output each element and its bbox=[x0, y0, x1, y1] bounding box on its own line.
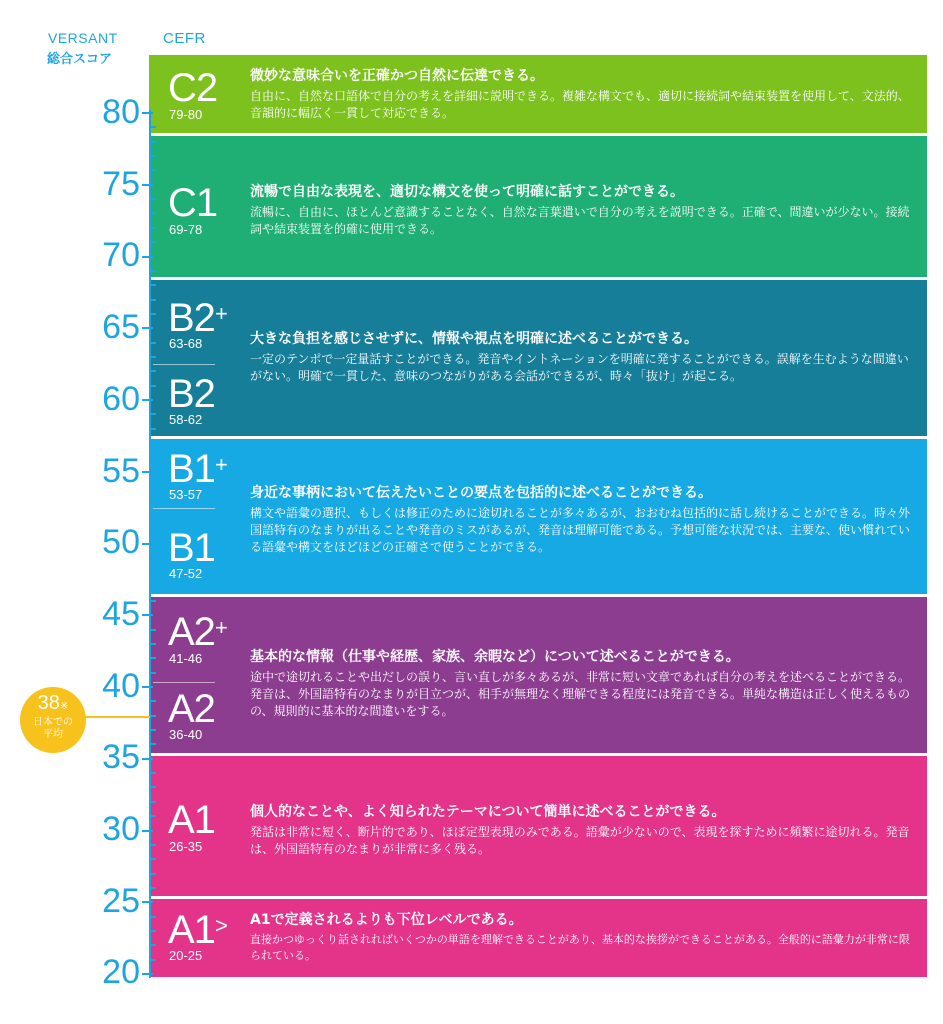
score-label-45: 45 bbox=[102, 595, 140, 633]
desc-title: 微妙な意味合いを正確かつ自然に伝達できる。 bbox=[250, 68, 544, 84]
desc-title: 基本的な情報（仕事や経歴、家族、余暇など）について述べることができる。 bbox=[250, 649, 740, 665]
score-label-25: 25 bbox=[102, 882, 140, 920]
axis-tick bbox=[149, 672, 156, 674]
axis-tick bbox=[149, 227, 156, 229]
desc-a1 bbox=[250, 803, 910, 858]
range-a2-plus: 41-46 bbox=[169, 651, 203, 666]
total-score-label: 総合スコア bbox=[47, 52, 113, 67]
axis-tick bbox=[149, 270, 156, 272]
axis-tick bbox=[149, 600, 156, 602]
axis-tick bbox=[149, 313, 156, 315]
level-a1-below: A1> bbox=[168, 908, 228, 952]
level-b2: B2 bbox=[168, 372, 215, 416]
range-c2: 79-80 bbox=[169, 107, 203, 122]
versant-label: VERSANT bbox=[48, 30, 118, 46]
axis-tick bbox=[149, 356, 156, 358]
axis-tick bbox=[149, 930, 156, 932]
axis-tick bbox=[149, 887, 156, 889]
average-value bbox=[20, 693, 86, 717]
axis-tick bbox=[149, 959, 156, 961]
plus-mark: + bbox=[214, 452, 228, 477]
axis-tick bbox=[149, 155, 156, 157]
axis-tick bbox=[149, 844, 156, 846]
axis-tick bbox=[149, 212, 156, 214]
desc-title: A1で定義されるよりも下位レベルである。 bbox=[250, 912, 523, 928]
plus-mark: + bbox=[214, 615, 228, 640]
desc-c1 bbox=[250, 183, 910, 238]
axis-tick bbox=[149, 715, 156, 717]
axis-tick bbox=[142, 973, 153, 975]
axis-tick bbox=[149, 528, 156, 530]
plus-mark: + bbox=[214, 301, 228, 326]
range-b1-plus: 53-57 bbox=[169, 487, 203, 502]
axis-tick bbox=[149, 801, 156, 803]
b1-divider bbox=[153, 508, 215, 509]
axis-tick bbox=[149, 873, 156, 875]
level-b1: B1 bbox=[168, 526, 215, 570]
axis-tick bbox=[149, 284, 156, 286]
axis-tick bbox=[149, 657, 156, 659]
range-b1: 47-52 bbox=[169, 566, 203, 581]
axis-tick bbox=[149, 198, 156, 200]
axis-tick bbox=[149, 342, 156, 344]
score-label-20: 20 bbox=[102, 953, 140, 991]
axis-tick bbox=[149, 629, 156, 631]
desc-b1 bbox=[250, 484, 910, 556]
below-mark: > bbox=[214, 913, 228, 938]
axis-tick bbox=[149, 299, 156, 301]
desc-title: 身近な事柄において伝えたいことの要点を包括的に述べることができる。 bbox=[250, 485, 712, 501]
score-label-30: 30 bbox=[102, 810, 140, 848]
axis-tick bbox=[149, 916, 156, 918]
axis-tick bbox=[149, 442, 156, 444]
range-a1-below: 20-25 bbox=[169, 948, 203, 963]
axis-tick bbox=[142, 471, 153, 473]
axis-tick bbox=[149, 385, 156, 387]
axis-tick bbox=[149, 858, 156, 860]
desc-c2 bbox=[250, 67, 910, 122]
level-c2: C2 bbox=[168, 66, 218, 110]
desc-title: 大きな負担を感じさせずに、情報や視点を明確に述べることができる。 bbox=[250, 331, 698, 347]
score-label-80: 80 bbox=[102, 93, 140, 131]
score-label-60: 60 bbox=[102, 380, 140, 418]
range-b2: 58-62 bbox=[169, 412, 203, 427]
score-label-35: 35 bbox=[102, 738, 140, 776]
axis-tick bbox=[149, 743, 156, 745]
axis-tick bbox=[149, 571, 156, 573]
average-caption-1: 日本での bbox=[33, 717, 73, 728]
average-note-mark: ※ bbox=[59, 701, 69, 712]
desc-body: 途中で途切れることや出だしの誤り、言い直しが多々あるが、非常に短い文章であれば自分の考えを述べることができる。発音は、外国語特有のなまりが目立つが、相手が無理なく理解できる程度には発音できる。単純な構造は正しく使えるものの、規則的に基本的な間違いをする。 bbox=[250, 670, 911, 718]
axis-tick bbox=[149, 514, 156, 516]
desc-title: 個人的なことや、よく知られたテーマについて簡単に述べることができる。 bbox=[250, 804, 726, 820]
axis-tick bbox=[149, 772, 156, 774]
score-label-75: 75 bbox=[102, 165, 140, 203]
desc-body: 流暢に、自由に、ほとんど意識することなく、自然な言葉遣いで自分の考えを説明できる。正確で、間違いが少ない。接続詞や結束装置を的確に使用できる。 bbox=[250, 205, 910, 236]
desc-body: 一定のテンポで一定量話すことができる。発音やイントネーションを明確に発することができる。誤解を生むような間違いがない。明確で一貫した、意味のつながりがある会話ができるが、時々「抜け」が起こる。 bbox=[250, 352, 909, 383]
axis-tick bbox=[149, 944, 156, 946]
axis-tick bbox=[149, 643, 156, 645]
desc-title: 流暢で自由な表現を、適切な構文を使って明確に話すことができる。 bbox=[250, 184, 684, 200]
axis-tick bbox=[149, 557, 156, 559]
range-a2: 36-40 bbox=[169, 727, 203, 742]
desc-body: 発話は非常に短く、断片的であり、ほぼ定型表現のみである。語彙が少ないので、表現を探すために頻繁に途切れる。発音は、外国語特有のなまりが非常に多く残る。 bbox=[250, 825, 910, 856]
axis-tick bbox=[149, 428, 156, 430]
axis-tick bbox=[142, 830, 153, 832]
range-c1: 69-78 bbox=[169, 222, 203, 237]
a2-divider bbox=[153, 682, 215, 683]
desc-b2 bbox=[250, 330, 910, 385]
axis-tick bbox=[149, 700, 156, 702]
axis-tick bbox=[149, 815, 156, 817]
axis-tick bbox=[142, 327, 153, 329]
level-b2-plus: B2+ bbox=[168, 296, 228, 340]
axis-tick bbox=[149, 499, 156, 501]
average-marker bbox=[20, 687, 86, 753]
axis-tick bbox=[149, 586, 156, 588]
axis-tick bbox=[142, 399, 153, 401]
axis-tick bbox=[142, 758, 153, 760]
axis-tick bbox=[149, 141, 156, 143]
axis-tick bbox=[142, 614, 153, 616]
axis-tick bbox=[149, 169, 156, 171]
score-label-50: 50 bbox=[102, 523, 140, 561]
average-marker-line bbox=[82, 716, 150, 718]
score-label-65: 65 bbox=[102, 308, 140, 346]
axis-tick bbox=[142, 184, 153, 186]
range-b2-plus: 63-68 bbox=[169, 336, 203, 351]
desc-body: 直接かつゆっくり話されればいくつかの単語を理解できることがあり、基本的な挨拶ができることがある。全般的に語彙力が非常に限られている。 bbox=[250, 933, 910, 962]
axis-tick bbox=[142, 901, 153, 903]
axis-tick bbox=[149, 126, 156, 128]
axis-tick bbox=[149, 370, 156, 372]
axis-tick bbox=[142, 686, 153, 688]
axis-tick bbox=[149, 729, 156, 731]
desc-a2 bbox=[250, 648, 910, 720]
axis-tick bbox=[149, 786, 156, 788]
axis-tick bbox=[142, 543, 153, 545]
average-caption-2: 平均 bbox=[43, 729, 63, 740]
b2-divider bbox=[153, 364, 215, 365]
cefr-label: CEFR bbox=[163, 30, 206, 47]
axis-tick bbox=[142, 256, 153, 258]
level-a1: A1 bbox=[168, 798, 215, 842]
desc-a1-below bbox=[250, 911, 910, 964]
axis-tick bbox=[142, 112, 153, 114]
range-a1: 26-35 bbox=[169, 839, 203, 854]
score-label-70: 70 bbox=[102, 236, 140, 274]
axis-tick bbox=[149, 413, 156, 415]
level-a2-plus: A2+ bbox=[168, 610, 228, 654]
axis-tick bbox=[149, 456, 156, 458]
level-b1-plus: B1+ bbox=[168, 447, 228, 491]
axis-tick bbox=[149, 241, 156, 243]
average-number: 38 bbox=[37, 692, 60, 714]
score-label-40: 40 bbox=[102, 667, 140, 705]
axis-tick bbox=[149, 485, 156, 487]
level-c1: C1 bbox=[168, 181, 218, 225]
level-a2: A2 bbox=[168, 687, 215, 731]
score-label-55: 55 bbox=[102, 452, 140, 490]
desc-body: 構文や語彙の選択、もしくは修正のために途切れることが多々あるが、おおむね包括的に話し続けることができる。時々外国語特有のなまりが出ることや発音のミスがあるが、発音は理解可能である。予想可能な状況では、主要な、使い慣れている語彙や構文をほどほどの正確さで使うことができる。 bbox=[250, 506, 911, 554]
desc-body: 自由に、自然な口語体で自分の考えを詳細に説明できる。複雑な構文でも、適切に接続詞や結束装置を使用して、文法的、音韻的に幅広く一貫して対応できる。 bbox=[250, 89, 910, 120]
